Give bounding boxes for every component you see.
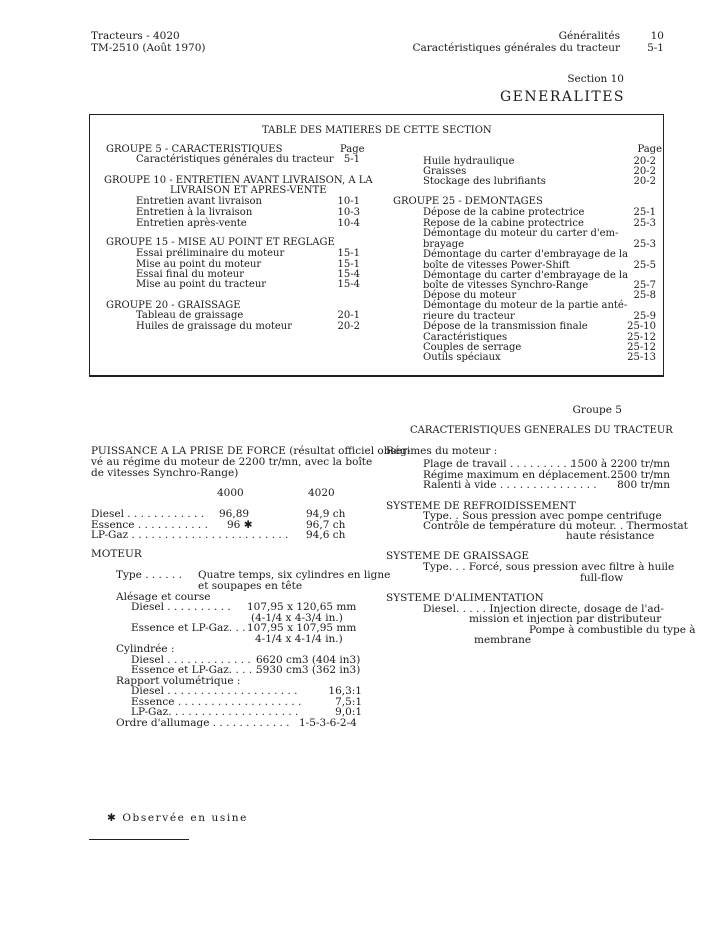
moteur-rap-ess-label: Essence . . . . . . . . . . . . . . . . . . . [131, 696, 302, 708]
header-model: Tracteurs - 4020 [91, 30, 180, 42]
refroid-line-3: haute résistance [566, 530, 655, 542]
toc-col1-page-label: Page [340, 144, 365, 155]
toc-item: Repose de la cabine protectrice [423, 218, 584, 229]
toc-item-page: 15-4 [337, 269, 360, 280]
toc-col1-group20: GROUPE 20 - GRAISSAGE [106, 300, 241, 311]
moteur-cyl-ess-value: 5930 cm3 (362 in3) [256, 664, 361, 676]
toc-item-page: 10-4 [337, 218, 360, 229]
toc-item-page: 10-3 [337, 207, 360, 218]
toc-item: Tableau de graissage [136, 310, 244, 321]
moteur-diesel-label: Diesel . . . . . . . . . . [131, 601, 231, 613]
toc-col1-group10: GROUPE 10 - ENTRETIEN AVANT LIVRAISON, A LA [104, 175, 373, 186]
toc-item: Dépose du moteur [423, 290, 517, 301]
toc-item: Mise au point du tracteur [136, 279, 267, 290]
toc-col2-group25: GROUPE 25 - DEMONTAGES [393, 196, 543, 207]
toc-item-page: 25-5 [633, 260, 656, 271]
toc-item: rieure du tracteur [423, 311, 515, 322]
toc-item-page: 10-1 [337, 196, 360, 207]
alim-line-1: Diesel. . . . . Injection directe, dosage de l'ad- [423, 603, 664, 615]
pto-row-label: Diesel . . . . . . . . . . . . [91, 508, 205, 520]
toc-title: TABLE DES MATIERES DE CETTE SECTION [262, 125, 492, 136]
header-page-number: 5-1 [647, 42, 664, 54]
toc-item: Dépose de la transmission finale [423, 321, 588, 332]
toc-item-page: 15-4 [337, 279, 360, 290]
toc-item: Démontage du carter d'embrayage de la [423, 249, 629, 260]
toc-col1-group5: GROUPE 5 - CARACTERISTIQUES [106, 144, 283, 155]
pto-col-4020: 4020 [308, 487, 335, 499]
graissage-line-2: full-flow [580, 572, 624, 584]
regimes-row-label: Régime maximum en déplacement. . . [423, 469, 624, 481]
regimes-row-value: 800 tr/mn [617, 479, 670, 491]
moteur-rapport-title: Rapport volumétrique : [116, 675, 241, 687]
alim-line-2: mission et injection par distributeur [469, 613, 662, 625]
regimes-row-value: 1500 à 2200 tr/mn [570, 458, 670, 470]
toc-item-page: 20-2 [633, 156, 656, 167]
group-title: CARACTERISTIQUES GENERALES DU TRACTEUR [410, 425, 673, 436]
regimes-row-value: 2500 tr/mn [610, 469, 670, 481]
pto-col-4000: 4000 [217, 487, 244, 499]
toc-item-page: 20-2 [633, 166, 656, 177]
alim-title: SYSTEME D'ALIMENTATION [386, 592, 544, 604]
toc-item-page: 25-3 [633, 218, 656, 229]
moteur-diesel-value-in: (4-1/4 x 4-3/4 in.) [251, 612, 343, 624]
pto-row-4020: 94,9 ch [306, 508, 346, 520]
moteur-ordre-label: Ordre d'allumage . . . . . . . . . . . . [116, 717, 290, 729]
pto-line-1: PUISSANCE A LA PRISE DE FORCE (résultat officiel obser- [91, 445, 411, 457]
pto-row-4020: 96,7 ch [306, 519, 346, 531]
toc-item-page: 25-8 [633, 290, 656, 301]
moteur-type-value: Quatre temps, six cylindres en ligne [198, 569, 391, 581]
moteur-type-label: Type . . . . . . [116, 569, 182, 581]
toc-item: Huiles de graissage du moteur [136, 321, 293, 332]
footnote: ✱ Observée en usine [107, 812, 248, 824]
refroid-line-1: Type. . Sous pression avec pompe centrifuge [423, 510, 662, 522]
moteur-rap-diesel-value: 16,3:1 [328, 685, 362, 697]
toc-item: boîte de vitesses Power-Shift [423, 260, 570, 271]
pto-row-4000: 96,89 [219, 508, 250, 520]
group-label: Groupe 5 [572, 404, 622, 416]
toc-item-page: 25-12 [627, 342, 656, 353]
moteur-cyl-diesel-label: Diesel . . . . . . . . . . . . . [131, 654, 251, 666]
section-number: Section 10 [567, 73, 624, 85]
moteur-diesel-value: 107,95 x 120,65 mm [247, 601, 357, 613]
pto-row-4000: 96 ✱ [227, 519, 253, 531]
header-section-number: 10 [650, 30, 664, 42]
moteur-essence-label: Essence et LP-Gaz. . . [131, 622, 246, 634]
moteur-type-value-2: et soupapes en tête [198, 580, 303, 592]
toc-item-page: 25-7 [633, 280, 656, 291]
toc-item: Couples de serrage [423, 342, 522, 353]
toc-item: Entretien avant livraison [136, 196, 263, 207]
moteur-rap-lp-value: 9,0:1 [335, 706, 362, 718]
toc-item: Caractéristiques générales du tracteur [136, 154, 334, 165]
toc-item: Essai préliminaire du moteur [136, 248, 285, 259]
toc-item: Outils spéciaux [423, 352, 501, 363]
regimes-row-label: Plage de travail . . . . . . . . . . [423, 458, 574, 470]
regimes-row-label: Ralenti à vide . . . . . . . . . . . . . . . [423, 479, 597, 491]
toc-item-page: 25-9 [633, 311, 656, 322]
graissage-title: SYSTEME DE GRAISSAGE [386, 550, 530, 562]
pto-line-3: de vitesses Synchro-Range) [91, 467, 239, 479]
toc-item-page: 15-1 [337, 259, 360, 270]
pto-line-2: vé au régime du moteur de 2200 tr/mn, avec la boîte [91, 456, 373, 468]
moteur-ordre-value: 1-5-3-6-2-4 [299, 717, 357, 729]
moteur-rap-diesel-label: Diesel . . . . . . . . . . . . . . . . . . . . [131, 685, 298, 697]
moteur-title: MOTEUR [91, 548, 142, 560]
alim-line-3: Pompe à combustible du type à [529, 624, 696, 636]
toc-item-page: 25-1 [633, 207, 656, 218]
moteur-essence-value-in: 4-1/4 x 4-1/4 in.) [255, 633, 343, 645]
moteur-cylindree-title: Cylindrée : [116, 643, 175, 655]
toc-item-page: 25-3 [633, 239, 656, 250]
toc-item-page: 25-13 [627, 352, 656, 363]
toc-item: Démontage du moteur de la partie anté- [423, 300, 628, 311]
toc-item: Démontage du moteur du carter d'em- [423, 228, 619, 239]
pto-row-4020: 94,6 ch [306, 529, 346, 541]
toc-item-page: 15-1 [337, 248, 360, 259]
toc-col2-page-label: Page [637, 144, 662, 155]
moteur-cyl-ess-label: Essence et LP-Gaz. . . . . [131, 664, 259, 676]
header-manual-ref: TM-2510 (Août 1970) [91, 42, 206, 54]
toc-item: Caractéristiques [423, 332, 508, 343]
toc-item-page: 20-1 [337, 310, 360, 321]
header-page-subject: Caractéristiques générales du tracteur [412, 42, 620, 54]
toc-item-page: 20-2 [337, 321, 360, 332]
moteur-essence-value: 107,95 x 107,95 mm [247, 622, 357, 634]
toc-item: Essai final du moteur [136, 269, 245, 280]
pto-row-label: LP-Gaz . . . . . . . . . . . . . . . . . . . . . . . . [91, 529, 289, 541]
toc-col1-group10-cont: LIVRAISON ET APRES-VENTE [170, 185, 327, 196]
moteur-alesage-title: Alésage et course [116, 591, 211, 603]
regimes-title: Régimes du moteur : [386, 445, 498, 457]
toc-item: brayage [423, 239, 465, 250]
header-section-name: Généralités [558, 30, 620, 42]
toc-item: Démontage du carter d'embrayage de la [423, 270, 629, 281]
moteur-cyl-diesel-value: 6620 cm3 (404 in3) [256, 654, 361, 666]
section-title: GENERALITES [500, 89, 625, 105]
toc-item-page: 5-1 [343, 154, 360, 165]
toc-item: Huile hydraulique [423, 156, 515, 167]
toc-item: Entretien à la livraison [136, 207, 253, 218]
alim-line-4: membrane [474, 634, 532, 646]
toc-item-page: 25-10 [627, 321, 656, 332]
toc-item: Dépose de la cabine protectrice [423, 207, 585, 218]
moteur-rap-lp-label: LP-Gaz. . . . . . . . . . . . . . . . . . . . [131, 706, 299, 718]
toc-item: boîte de vitesses Synchro-Range [423, 280, 589, 291]
toc-col1-group15: GROUPE 15 - MISE AU POINT ET REGLAGE [106, 237, 335, 248]
refroid-title: SYSTEME DE REFROIDISSEMENT [386, 500, 576, 512]
footnote-rule [89, 839, 189, 840]
graissage-line-1: Type. . . Forcé, sous pression avec filtre à huile [423, 561, 675, 573]
moteur-rap-ess-value: 7,5:1 [335, 696, 362, 708]
toc-item: Mise au point du moteur [136, 259, 262, 270]
refroid-line-2: Contrôle de température du moteur. . Thermostat [423, 520, 688, 532]
toc-item-page: 20-2 [633, 176, 656, 187]
toc-item-page: 25-12 [627, 332, 656, 343]
toc-item: Stockage des lubrifiants [423, 176, 546, 187]
toc-item: Graisses [423, 166, 467, 177]
toc-item: Entretien après-vente [136, 218, 247, 229]
pto-row-label: Essence . . . . . . . . . . . [91, 519, 208, 531]
